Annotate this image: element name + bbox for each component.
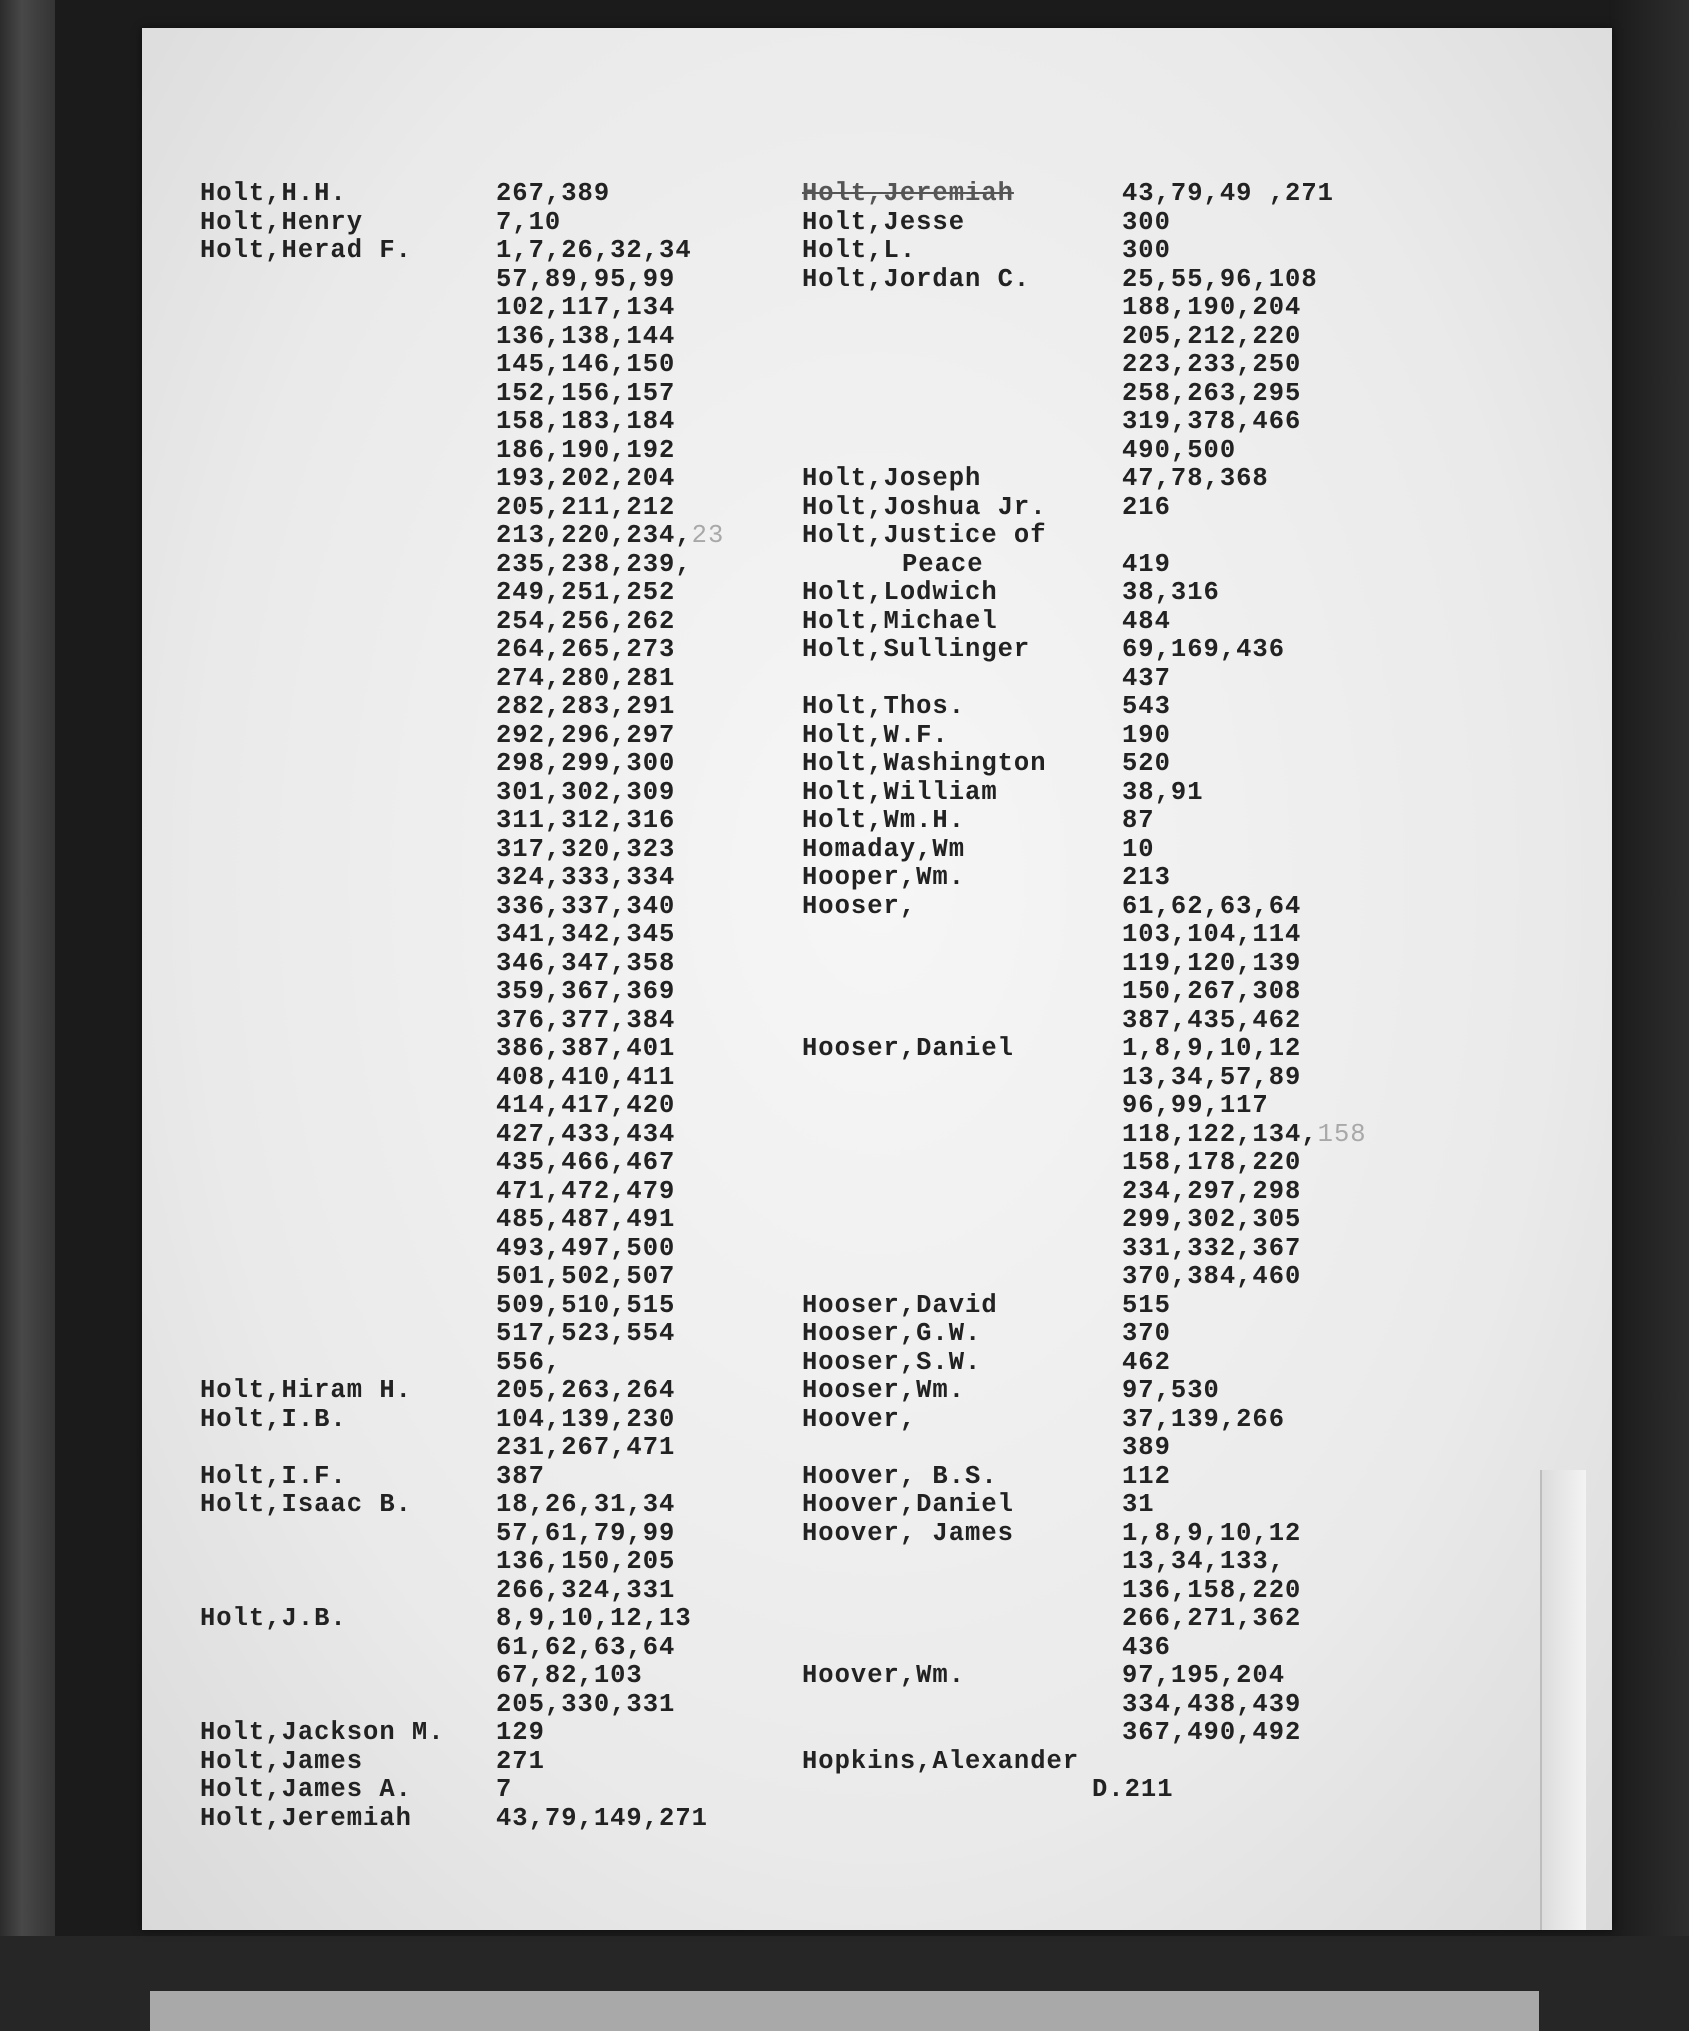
entry-name (200, 180, 496, 209)
index-entry (802, 807, 1492, 836)
page-refs-line: 271 (496, 1746, 545, 1776)
page-refs-line: 1,8,9,10,12 (1122, 1034, 1302, 1063)
entry-name-text: Holt,I.B. (200, 1404, 347, 1434)
page-refs-line: 266,324,331 (496, 1575, 676, 1605)
page-refs-line: 515 (1122, 1290, 1171, 1320)
page-refs-line: 346,347,358 (496, 948, 676, 978)
page-refs-line: 387,435,462 (1122, 1005, 1302, 1035)
page-refs-line: 370,384,460 (1122, 1262, 1302, 1291)
index-entry (802, 864, 1492, 893)
entry-pages (1122, 608, 1171, 637)
page-refs-line: 216 (1122, 492, 1171, 522)
entry-pages (496, 180, 610, 209)
entry-name (802, 807, 1122, 836)
index-entry (802, 579, 1492, 608)
entry-pages (1122, 1520, 1301, 1663)
entry-name (802, 522, 1122, 579)
index-entry (802, 522, 1492, 579)
page-refs-line: 485,487,491 (496, 1205, 676, 1234)
page-refs-line: 300 (1122, 236, 1171, 265)
page-refs-line: 556, (496, 1347, 562, 1377)
entry-name (200, 237, 496, 1377)
page-refs-line: 152,156,157 (496, 378, 676, 408)
entry-name (802, 579, 1122, 608)
index-entry (802, 266, 1492, 466)
entry-name (802, 693, 1122, 722)
page-refs-line: 331,332,367 (1122, 1233, 1302, 1263)
entry-pages (1122, 636, 1285, 693)
entry-name-text: Holt,Herad F. (200, 236, 412, 265)
index-entry (802, 636, 1492, 693)
entry-name-text: Holt,James A. (200, 1775, 412, 1804)
entry-name (802, 180, 1122, 209)
page-refs-line: 1,7,26,32,34 (496, 236, 692, 265)
page-refs-line: 13,34,57,89 (1122, 1062, 1302, 1092)
entry-name-text: Holt,Isaac B. (200, 1490, 412, 1519)
entry-name-text: Holt,Hiram H. (200, 1376, 412, 1405)
page-refs-line: 266,271,362 (1122, 1604, 1302, 1633)
book-edge-right (1609, 0, 1689, 2031)
entry-pages (1122, 1491, 1155, 1520)
page-refs-line: 145,146,150 (496, 350, 676, 379)
page-refs-line: 8,9,10,12,13 (496, 1604, 692, 1633)
page-refs-line: 389 (1122, 1433, 1171, 1462)
entry-pages (1122, 864, 1171, 893)
entry-name-text: Holt,Jackson M. (200, 1718, 445, 1747)
entry-pages (1122, 779, 1204, 808)
entry-name-text: Holt,Jeremiah (802, 179, 1014, 208)
entry-pages (1122, 1320, 1171, 1349)
page-refs-text: 213,220,234, (496, 521, 692, 550)
page-refs-text: 118,122,134, (1122, 1119, 1318, 1149)
page-refs-line: 258,263,295 (1122, 378, 1302, 408)
entry-pages (1122, 750, 1171, 779)
entry-pages (1122, 522, 1171, 579)
index-entry (802, 1377, 1492, 1406)
index-entry (802, 1349, 1492, 1378)
index-entry (200, 1719, 890, 1748)
entry-name (200, 1805, 496, 1834)
index-entry (200, 1463, 890, 1492)
page-refs-line: 87 (1122, 806, 1155, 835)
page-refs-line: 112 (1122, 1461, 1171, 1491)
page-refs-line: 274,280,281 (496, 663, 676, 693)
page-refs-line: 158,183,184 (496, 407, 676, 436)
page-refs-line: 38,91 (1122, 777, 1204, 807)
page-refs-line: 484 (1122, 606, 1171, 636)
entry-name (802, 1377, 1122, 1406)
entry-name (200, 209, 496, 238)
page-refs-line: 264,265,273 (496, 635, 676, 664)
entry-name-text: Hoover, (802, 1404, 917, 1434)
page-refs-line: 462 (1122, 1347, 1171, 1377)
page-refs-line: 7 (496, 1775, 513, 1804)
page-refs-line: 376,377,384 (496, 1005, 676, 1035)
page-refs-line: 501,502,507 (496, 1262, 676, 1291)
entry-name (802, 750, 1122, 779)
page-refs-line: 367,490,492 (1122, 1718, 1302, 1747)
page-refs-line: 517,523,554 (496, 1319, 676, 1348)
page-refs-line: 1,8,9,10,12 (1122, 1518, 1302, 1548)
entry-pages (496, 1406, 675, 1463)
entry-pages (496, 1605, 692, 1719)
entry-pages (1122, 1377, 1220, 1406)
entry-pages (496, 1463, 545, 1492)
page-refs-line: 317,320,323 (496, 834, 676, 864)
page-refs-line: 231,267,471 (496, 1433, 676, 1462)
index-entry (802, 1320, 1492, 1349)
index-entry (802, 237, 1492, 266)
page-refs-line: 61,62,63,64 (1122, 891, 1302, 921)
entry-name (200, 1463, 496, 1492)
index-entry (802, 1035, 1492, 1292)
page-refs-line: 436 (1122, 1632, 1171, 1662)
entry-name-text: Hoover,Daniel (802, 1490, 1014, 1519)
page-refs-line: 493,497,500 (496, 1233, 676, 1263)
entry-name-text: Holt,William (802, 777, 998, 807)
page-refs-line: 47,78,368 (1122, 464, 1269, 493)
page-refs-line: 186,190,192 (496, 435, 676, 465)
index-column-right (802, 180, 1492, 1805)
page-refs-line (1122, 1121, 1367, 1150)
entry-name (802, 209, 1122, 238)
page-refs-line: 205,330,331 (496, 1689, 676, 1719)
index-entry (802, 1662, 1492, 1748)
entry-name-text: Holt,Jordan C. (802, 264, 1031, 294)
page-refs-line: 370 (1122, 1319, 1171, 1348)
entry-pages (1092, 1776, 1174, 1805)
entry-name (200, 1776, 496, 1805)
page-refs-line: 543 (1122, 692, 1171, 721)
index-entry (802, 608, 1492, 637)
entry-pages (1122, 1349, 1171, 1378)
page-refs-line: 38,316 (1122, 578, 1220, 607)
entry-name (802, 1463, 1122, 1492)
page-refs-line: 25,55,96,108 (1122, 264, 1318, 294)
entry-name (200, 1406, 496, 1463)
index-entry (200, 1491, 890, 1605)
page-refs-line: 193,202,204 (496, 464, 676, 493)
entry-name-text: Hoover,Wm. (802, 1661, 966, 1690)
entry-pages (496, 1491, 675, 1605)
page-refs-line: 336,337,340 (496, 891, 676, 921)
entry-name (802, 1292, 1122, 1321)
page-refs-line: 437 (1122, 663, 1171, 693)
page-refs-line: 69,169,436 (1122, 635, 1286, 664)
entry-pages (1122, 1035, 1367, 1292)
page-refs-line: 57,89,95,99 (496, 264, 676, 294)
entry-name-text: Holt,H.H. (200, 179, 347, 208)
entry-name (802, 893, 1122, 1036)
page-refs-line: 61,62,63,64 (496, 1632, 676, 1662)
page-refs-line: 341,342,345 (496, 920, 676, 949)
entry-name-text: Holt,Joshua Jr. (802, 492, 1047, 522)
page-refs-line: 129 (496, 1718, 545, 1747)
index-entry (200, 180, 890, 209)
entry-name-text: Holt,James (200, 1746, 364, 1776)
page-refs-line: 267,389 (496, 179, 611, 208)
page-refs-line: 96,99,117 (1122, 1091, 1269, 1120)
index-entry (802, 1491, 1492, 1520)
page-refs-line: 359,367,369 (496, 977, 676, 1006)
entry-name (802, 1491, 1122, 1520)
entry-name-continuation: Peace (902, 549, 984, 579)
index-entry (802, 836, 1492, 865)
page-refs-line: 188,190,204 (1122, 293, 1302, 322)
entry-pages (496, 237, 724, 1377)
page-refs-line: 213 (1122, 863, 1171, 892)
page-refs-line: 205,211,212 (496, 492, 676, 522)
entry-name-text: Hooser,Daniel (802, 1034, 1014, 1063)
entry-name (200, 1748, 496, 1777)
page-refs-line: 235,238,239, (496, 549, 692, 579)
page-refs-line: 234,297,298 (1122, 1176, 1302, 1206)
page-refs-line: 205,263,264 (496, 1376, 676, 1405)
page-refs-line: 43,79,149,271 (496, 1803, 708, 1833)
entry-name-text: Holt,Jesse (802, 207, 966, 237)
index-entry (802, 722, 1492, 751)
entry-name (200, 1491, 496, 1605)
entry-name-text: Hooser,S.W. (802, 1347, 982, 1377)
index-entry (200, 1406, 890, 1463)
margin-note: 158 (1317, 1119, 1367, 1149)
page-refs-line: 414,417,420 (496, 1091, 676, 1120)
index-entry (802, 1406, 1492, 1463)
page-refs-line: 427,433,434 (496, 1119, 676, 1149)
page-refs-line: 435,466,467 (496, 1148, 676, 1177)
entry-name-text: Holt,Washington (802, 749, 1047, 778)
margin-note: 23 (691, 521, 725, 550)
entry-pages (1122, 693, 1171, 722)
index-entry (200, 1776, 890, 1805)
entry-name (802, 779, 1122, 808)
index-entry (200, 1805, 890, 1834)
index-entry (802, 693, 1492, 722)
index-entry (200, 237, 890, 1377)
entry-pages (496, 1719, 545, 1748)
page-refs-line: 408,410,411 (496, 1062, 676, 1092)
entry-name-text: Holt,Thos. (802, 692, 966, 721)
entry-name-text: Holt,L. (802, 236, 917, 265)
page-refs-line: 97,195,204 (1122, 1661, 1286, 1690)
page-refs-line: 298,299,300 (496, 749, 676, 778)
entry-name (200, 1719, 496, 1748)
index-entry (802, 1520, 1492, 1663)
entry-name (802, 1776, 1122, 1805)
entry-name-text: Hooser,Wm. (802, 1376, 966, 1405)
page-refs-line: 158,178,220 (1122, 1148, 1302, 1177)
index-entry (802, 1463, 1492, 1492)
entry-pages (1122, 579, 1220, 608)
page-refs-line: 311,312,316 (496, 806, 676, 835)
entry-pages (1122, 494, 1171, 523)
page-refs-line: 18,26,31,34 (496, 1490, 676, 1519)
page-refs-line: 205,212,220 (1122, 321, 1302, 351)
entry-name (802, 465, 1122, 494)
entry-name (802, 1406, 1122, 1463)
page-refs-line: 67,82,103 (496, 1661, 643, 1690)
entry-pages (1122, 1406, 1285, 1463)
entry-pages (1122, 1292, 1171, 1321)
index-entry (802, 494, 1492, 523)
entry-name-text: Homaday,Wm (802, 834, 966, 864)
book-spine-left (0, 0, 55, 2031)
entry-pages (1122, 209, 1171, 238)
index-entry (802, 180, 1492, 209)
entry-pages (496, 1748, 545, 1777)
entry-name-text: Hooser,David (802, 1290, 998, 1320)
index-column-left (200, 180, 890, 1833)
entry-pages (1122, 1463, 1171, 1492)
index-entry (200, 209, 890, 238)
entry-name-text: Holt,Jeremiah (200, 1803, 412, 1833)
page-refs-line: 97,530 (1122, 1376, 1220, 1405)
index-entry (802, 1776, 1492, 1805)
entry-name-text: Hooper,Wm. (802, 863, 966, 892)
entry-pages (1122, 807, 1155, 836)
page-refs-line: 13,34,133, (1122, 1547, 1286, 1576)
page-refs-line: 292,296,297 (496, 720, 676, 750)
index-entry (200, 1748, 890, 1777)
page-refs-line: 387 (496, 1461, 545, 1491)
page-refs-line: 301,302,309 (496, 777, 676, 807)
entry-name-text: Holt,I.F. (200, 1461, 347, 1491)
page-refs-line: 104,139,230 (496, 1404, 676, 1434)
entry-name-text: Holt,Wm.H. (802, 806, 966, 835)
entry-name (802, 237, 1122, 266)
page-refs-line: 471,472,479 (496, 1176, 676, 1206)
entry-name (802, 636, 1122, 693)
entry-name-text: Holt,W.F. (802, 720, 949, 750)
index-entry (802, 750, 1492, 779)
entry-name-text: Hooser,G.W. (802, 1319, 982, 1348)
entry-name-text: Holt,Joseph (802, 464, 982, 493)
page-refs-line: 119,120,139 (1122, 948, 1302, 978)
entry-pages (1122, 1662, 1301, 1748)
entry-name-text: Holt,Justice of (802, 521, 1047, 550)
page-refs-line: D.211 (1092, 1775, 1174, 1804)
entry-name (802, 1520, 1122, 1663)
entry-name-text: Holt,Lodwich (802, 578, 998, 607)
entry-pages (1122, 237, 1171, 266)
page-refs-line: 37,139,266 (1122, 1404, 1286, 1434)
page-refs-line: 103,104,114 (1122, 920, 1302, 949)
entry-name-text: Holt,J.B. (200, 1604, 347, 1633)
entry-name (802, 608, 1122, 637)
entry-name (802, 266, 1122, 466)
page-refs-line: 190 (1122, 720, 1171, 750)
entry-name (802, 494, 1122, 523)
page-refs-line: 386,387,401 (496, 1034, 676, 1063)
page-refs-line: 249,251,252 (496, 578, 676, 607)
page-curl (1540, 1470, 1586, 1930)
entry-pages (496, 1776, 512, 1805)
page-refs-line: 7,10 (496, 207, 562, 237)
entry-pages (1122, 180, 1334, 209)
index-entry (802, 779, 1492, 808)
entry-name (802, 722, 1122, 751)
entry-name-text: Hoover, B.S. (802, 1461, 998, 1491)
page-refs-line: 419 (1122, 549, 1171, 579)
entry-pages (496, 1805, 708, 1834)
index-entry (802, 1748, 1492, 1777)
entry-pages (1122, 722, 1171, 751)
entry-name (802, 864, 1122, 893)
entry-name (802, 1320, 1122, 1349)
entry-pages (1122, 266, 1318, 466)
page-refs-line: 334,438,439 (1122, 1689, 1302, 1719)
page-refs-line: 324,333,334 (496, 863, 676, 892)
entry-name (200, 1605, 496, 1719)
entry-name-text: Hopkins,Alexander (802, 1746, 1080, 1776)
page-refs-line: 520 (1122, 749, 1171, 778)
page-refs-line: 282,283,291 (496, 692, 676, 721)
entry-name-text: Holt,Sullinger (802, 635, 1031, 664)
entry-name (802, 1748, 1079, 1777)
index-entry (802, 1292, 1492, 1321)
entry-name (802, 1662, 1122, 1748)
page-refs-line: 43,79,49 ,271 (1122, 179, 1334, 208)
index-entry (802, 209, 1492, 238)
index-entry (802, 893, 1492, 1036)
page-refs-line: 136,150,205 (496, 1547, 676, 1576)
index-entry (200, 1605, 890, 1719)
entry-pages (1122, 893, 1301, 1036)
entry-name (802, 1035, 1122, 1292)
page-refs-line: 319,378,466 (1122, 407, 1302, 436)
page-refs-line: 10 (1122, 834, 1155, 864)
entry-name-text: Hooser, (802, 891, 917, 921)
page-refs-line: 490,500 (1122, 435, 1237, 465)
scanner-bottom-strip (150, 1991, 1539, 2031)
page-refs-line: 150,267,308 (1122, 977, 1302, 1006)
page-refs-line (496, 522, 724, 551)
page-refs-line: 223,233,250 (1122, 350, 1302, 379)
page-refs-line: 136,138,144 (496, 321, 676, 351)
entry-pages (496, 1377, 675, 1406)
entry-name (802, 1349, 1122, 1378)
page-refs-line (1122, 522, 1171, 551)
page-refs-line: 102,117,134 (496, 293, 676, 322)
entry-name (200, 1377, 496, 1406)
page-refs-line: 300 (1122, 207, 1171, 237)
index-entry (802, 465, 1492, 494)
entry-name (802, 836, 1122, 865)
entry-pages (1122, 836, 1155, 865)
page-refs-line: 136,158,220 (1122, 1575, 1302, 1605)
entry-name-text: Hoover, James (802, 1518, 1014, 1548)
page-refs-line: 299,302,305 (1122, 1205, 1302, 1234)
page-refs-line: 31 (1122, 1490, 1155, 1519)
index-entry (200, 1377, 890, 1406)
entry-name-text: Holt,Michael (802, 606, 998, 636)
page-refs-line: 57,61,79,99 (496, 1518, 676, 1548)
entry-pages (496, 209, 561, 238)
entry-name-text: Holt,Henry (200, 207, 364, 237)
page-refs-line: 509,510,515 (496, 1290, 676, 1320)
entry-pages (1122, 465, 1269, 494)
page-refs-line: 254,256,262 (496, 606, 676, 636)
